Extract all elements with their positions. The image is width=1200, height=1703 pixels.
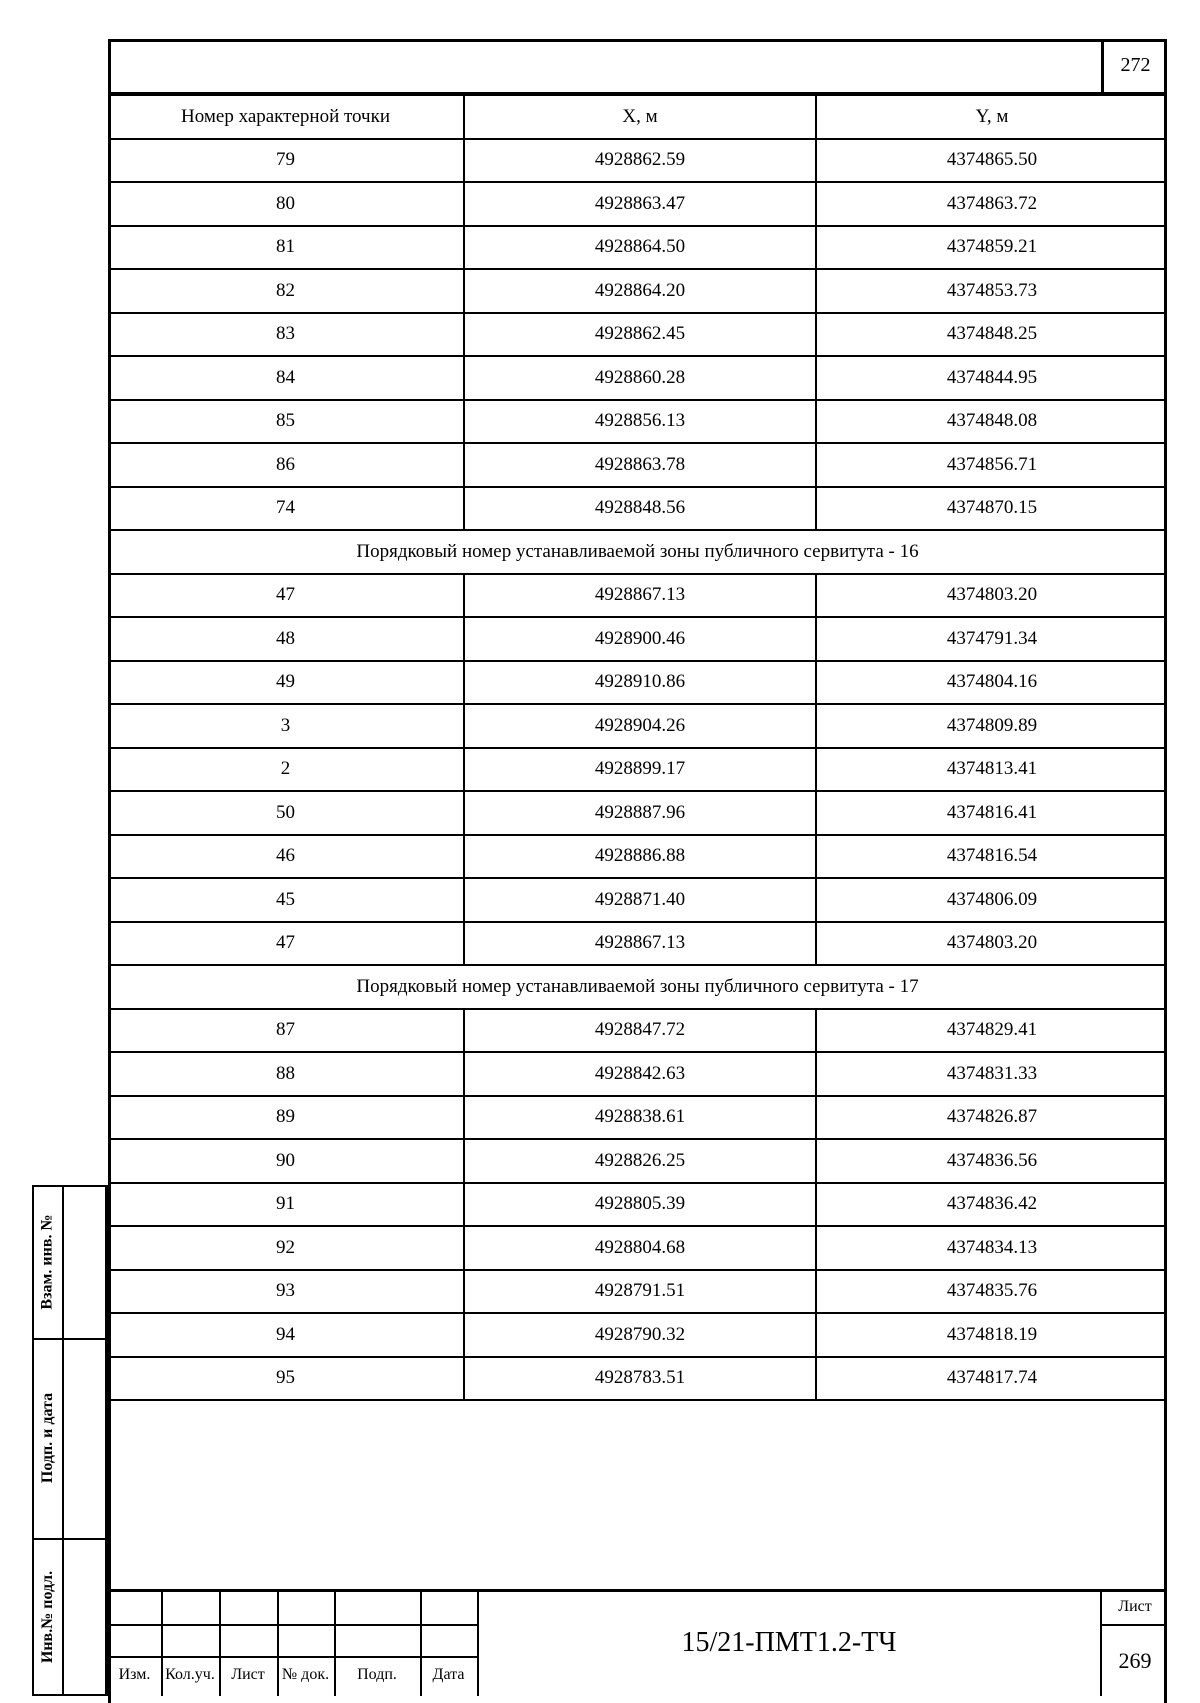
y-coordinate-cell: 4374848.08 (816, 400, 1167, 444)
point-number-cell: 2 (108, 748, 464, 792)
x-coordinate-cell: 4928848.56 (464, 487, 816, 531)
coordinates-table (108, 94, 1167, 1401)
x-coordinate-cell: 4928842.63 (464, 1052, 816, 1096)
table-row (108, 1226, 1167, 1270)
header-point-number: Номер характерной точки (108, 95, 464, 139)
point-number-cell: 91 (108, 1183, 464, 1227)
point-number-cell: 3 (108, 704, 464, 748)
x-coordinate-cell: 4928886.88 (464, 835, 816, 879)
table-row (108, 1313, 1167, 1357)
section-row (108, 965, 1167, 1009)
section-title: Порядковый номер устанавливаемой зоны публичного сервитута - 16 (108, 530, 1167, 574)
x-coordinate-cell: 4928804.68 (464, 1226, 816, 1270)
y-coordinate-cell: 4374859.21 (816, 226, 1167, 270)
point-number-cell: 85 (108, 400, 464, 444)
table-row (108, 922, 1167, 966)
x-coordinate-cell: 4928867.13 (464, 922, 816, 966)
table-row (108, 704, 1167, 748)
y-coordinate-cell: 4374803.20 (816, 922, 1167, 966)
y-coordinate-cell: 4374848.25 (816, 313, 1167, 357)
table-row (108, 1270, 1167, 1314)
header-y: Y, м (816, 95, 1167, 139)
document-code: 15/21-ПМТ1.2-ТЧ (681, 1627, 897, 1658)
point-number-cell: 74 (108, 487, 464, 531)
x-coordinate-cell: 4928805.39 (464, 1183, 816, 1227)
table-row (108, 356, 1167, 400)
point-number-cell: 90 (108, 1139, 464, 1183)
x-coordinate-cell: 4928826.25 (464, 1139, 816, 1183)
table-row (108, 617, 1167, 661)
table-header-row (108, 95, 1167, 139)
point-number-cell: 81 (108, 226, 464, 270)
y-coordinate-cell: 4374844.95 (816, 356, 1167, 400)
x-coordinate-cell: 4928856.13 (464, 400, 816, 444)
point-number-cell: 48 (108, 617, 464, 661)
y-coordinate-cell: 4374816.54 (816, 835, 1167, 879)
point-number-cell: 80 (108, 182, 464, 226)
point-number-cell: 45 (108, 878, 464, 922)
y-coordinate-cell: 4374856.71 (816, 443, 1167, 487)
title-block-col-line (1100, 1590, 1102, 1696)
table-row (108, 661, 1167, 705)
y-coordinate-cell: 4374834.13 (816, 1226, 1167, 1270)
x-coordinate-cell: 4928863.47 (464, 182, 816, 226)
table-row (108, 487, 1167, 531)
coordinates-table-body (108, 139, 1167, 1401)
x-coordinate-cell: 4928862.45 (464, 313, 816, 357)
y-coordinate-cell: 4374865.50 (816, 139, 1167, 183)
y-coordinate-cell: 4374804.16 (816, 661, 1167, 705)
table-row (108, 226, 1167, 270)
label-date: Дата (432, 1666, 465, 1683)
table-row (108, 574, 1167, 618)
x-coordinate-cell: 4928904.26 (464, 704, 816, 748)
x-coordinate-cell: 4928864.50 (464, 226, 816, 270)
title-block-row-line (108, 1624, 478, 1626)
y-coordinate-cell: 4374817.74 (816, 1357, 1167, 1401)
table-row (108, 139, 1167, 183)
x-coordinate-cell: 4928838.61 (464, 1096, 816, 1140)
section-row (108, 530, 1167, 574)
table-row (108, 1357, 1167, 1401)
x-coordinate-cell: 4928887.96 (464, 791, 816, 835)
y-coordinate-cell: 4374835.76 (816, 1270, 1167, 1314)
table-row (108, 1052, 1167, 1096)
x-coordinate-cell: 4928791.51 (464, 1270, 816, 1314)
point-number-cell: 82 (108, 269, 464, 313)
x-coordinate-cell: 4928900.46 (464, 617, 816, 661)
table-row (108, 313, 1167, 357)
y-coordinate-cell: 4374836.42 (816, 1183, 1167, 1227)
table-row (108, 1183, 1167, 1227)
y-coordinate-cell: 4374853.73 (816, 269, 1167, 313)
point-number-cell: 47 (108, 574, 464, 618)
side-label-replacement-inv: Взам. инв. № (39, 1213, 56, 1310)
x-coordinate-cell: 4928910.86 (464, 661, 816, 705)
sheet-label: Лист (1118, 1598, 1152, 1615)
label-change: Изм. (118, 1666, 151, 1683)
table-row (108, 400, 1167, 444)
y-coordinate-cell: 4374863.72 (816, 182, 1167, 226)
point-number-cell: 87 (108, 1009, 464, 1053)
label-sheet: Лист (231, 1666, 265, 1683)
table-row (108, 1096, 1167, 1140)
table-row (108, 1139, 1167, 1183)
table-row (108, 443, 1167, 487)
header-x: X, м (464, 95, 816, 139)
x-coordinate-cell: 4928862.59 (464, 139, 816, 183)
y-coordinate-cell: 4374818.19 (816, 1313, 1167, 1357)
x-coordinate-cell: 4928871.40 (464, 878, 816, 922)
point-number-cell: 92 (108, 1226, 464, 1270)
y-coordinate-cell: 4374813.41 (816, 748, 1167, 792)
x-coordinate-cell: 4928864.20 (464, 269, 816, 313)
point-number-cell: 93 (108, 1270, 464, 1314)
point-number-cell: 94 (108, 1313, 464, 1357)
x-coordinate-cell: 4928860.28 (464, 356, 816, 400)
y-coordinate-cell: 4374816.41 (816, 791, 1167, 835)
y-coordinate-cell: 4374870.15 (816, 487, 1167, 531)
point-number-cell: 83 (108, 313, 464, 357)
table-row (108, 791, 1167, 835)
table-row (108, 835, 1167, 879)
label-signature: Подп. (357, 1666, 397, 1683)
table-row (108, 182, 1167, 226)
table-row (108, 269, 1167, 313)
side-label-original-inv: Инв.№ подл. (39, 1570, 56, 1664)
x-coordinate-cell: 4928847.72 (464, 1009, 816, 1053)
x-coordinate-cell: 4928783.51 (464, 1357, 816, 1401)
side-label-sign-date: Подп. и дата (39, 1392, 56, 1484)
point-number-cell: 50 (108, 791, 464, 835)
label-doc-number: № док. (281, 1666, 330, 1683)
y-coordinate-cell: 4374829.41 (816, 1009, 1167, 1053)
y-coordinate-cell: 4374791.34 (816, 617, 1167, 661)
sheet-number-top: 272 (1101, 39, 1167, 92)
x-coordinate-cell: 4928899.17 (464, 748, 816, 792)
x-coordinate-cell: 4928867.13 (464, 574, 816, 618)
x-coordinate-cell: 4928790.32 (464, 1313, 816, 1357)
point-number-cell: 79 (108, 139, 464, 183)
point-number-cell: 49 (108, 661, 464, 705)
y-coordinate-cell: 4374826.87 (816, 1096, 1167, 1140)
point-number-cell: 88 (108, 1052, 464, 1096)
point-number-cell: 46 (108, 835, 464, 879)
y-coordinate-cell: 4374831.33 (816, 1052, 1167, 1096)
point-number-cell: 84 (108, 356, 464, 400)
y-coordinate-cell: 4374806.09 (816, 878, 1167, 922)
sheet-number: 269 (1118, 1648, 1152, 1673)
point-number-cell: 89 (108, 1096, 464, 1140)
table-row (108, 878, 1167, 922)
y-coordinate-cell: 4374809.89 (816, 704, 1167, 748)
label-count: Кол.уч. (165, 1666, 215, 1683)
section-title: Порядковый номер устанавливаемой зоны публичного сервитута - 17 (108, 965, 1167, 1009)
y-coordinate-cell: 4374836.56 (816, 1139, 1167, 1183)
point-number-cell: 95 (108, 1357, 464, 1401)
point-number-cell: 47 (108, 922, 464, 966)
table-row (108, 748, 1167, 792)
y-coordinate-cell: 4374803.20 (816, 574, 1167, 618)
point-number-cell: 86 (108, 443, 464, 487)
table-row (108, 1009, 1167, 1053)
x-coordinate-cell: 4928863.78 (464, 443, 816, 487)
